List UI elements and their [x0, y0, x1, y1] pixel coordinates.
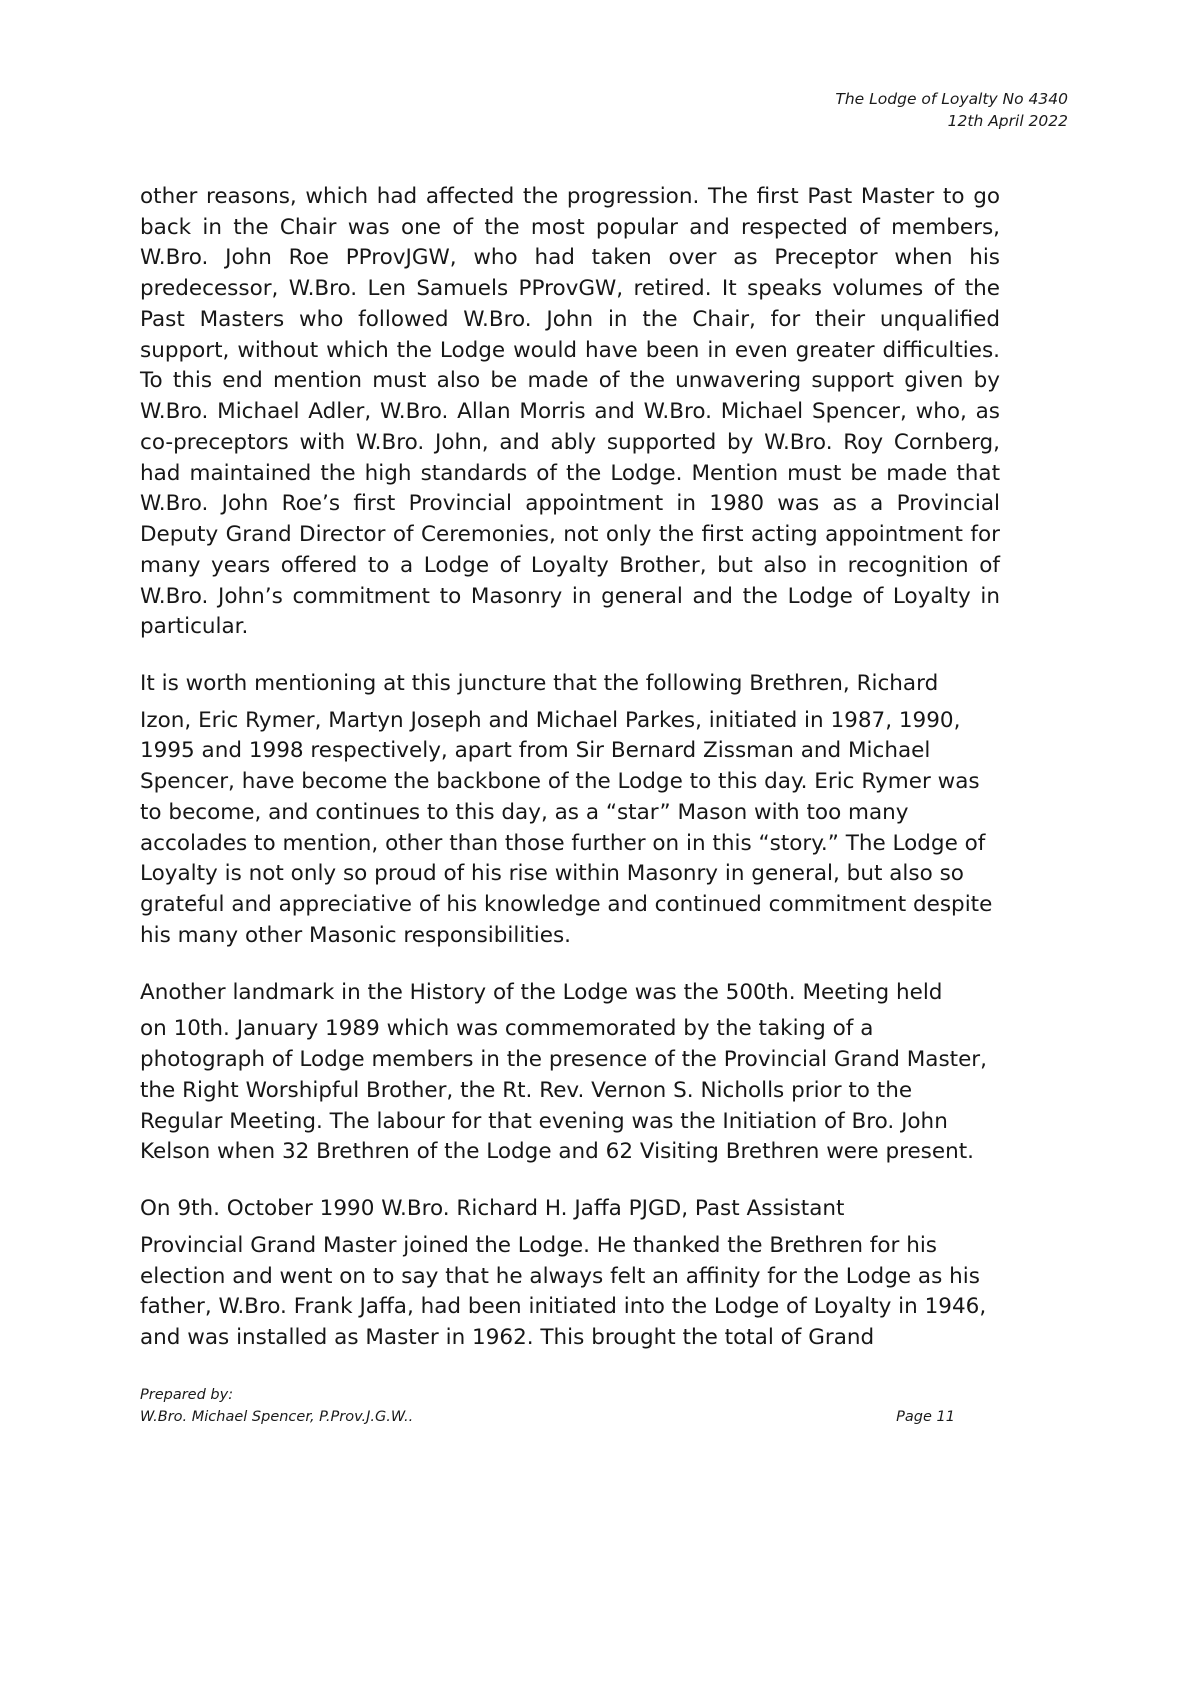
paragraph-1: other reasons, which had affected the progression. The first Past Master to go back in the Chair was one of the most popular and respected of members, W.Bro. John Roe PProvJGW, who had taken over as Preceptor when his predecessor, W.Bro. Len Samuels PProvGW, retired. It speaks volumes of the Past Masters who followed W.Bro. John in the Chair, for their unqualified support, without which the Lodge would have been in even greater difficulties. To this end mention must also be made of the unwavering support given by W.Bro. Michael Adler, W.Bro. Allan Morris and W.Bro. Michael Spencer, who, as co-preceptors with W.Bro. John, and ably supported by W.Bro. Roy Cornberg, had maintained the high standards of the Lodge. Mention must be made that W.Bro. John Roe’s first Provincial appointment in 1980 was as a Provincial Deputy Grand Director of Ceremonies, not only the first acting appointment for many years offered to a Lodge of Loyalty Brother, but also in recognition of W.Bro. John’s commitment to Masonry in general and the Lodge of Loyalty in particular.	[140, 184, 1000, 640]
paragraph-4-lead: On 9th. October 1990 W.Bro. Richard H. Jaffa PJGD, Past Assistant	[140, 1196, 845, 1222]
header-date: 12th April 2022	[947, 112, 1068, 131]
paragraph-3-lead: Another landmark in the History of the Lodge was the 500th. Meeting held	[140, 979, 943, 1005]
paragraph-2-rest: Izon, Eric Rymer, Martyn Joseph and Michael Parkes, initiated in 1987, 1990, 1995 and 1998 respectively, apart from Sir Bernard Zissman and Michael Spencer, have become the backbone of the Lodge to this day. Eric Rymer was to become, and continues to this day, as a “star” Mason with too many accolades to mention, other than those further on in this “story.” The Lodge of Loyalty is not only so proud of his rise within Masonry in general, but also so grateful and appreciative of his knowledge and continued commitment despite his many other Masonic responsibilities.	[140, 707, 993, 948]
footer-prepared-by	[140, 1385, 413, 1429]
paragraph-4-rest: Provincial Grand Master joined the Lodge. He thanked the Brethren for his election and went on to say that he always felt an affinity for the Lodge as his father, W.Bro. Frank Jaffa, had been initiated into the Lodge of Loyalty in 1946, and was installed as Master in 1962. This brought the total of Grand	[140, 1232, 987, 1350]
paragraph-2-lead: It is worth mentioning at this juncture that the following Brethren, Richard	[140, 671, 939, 697]
header-lodge-name: The Lodge of Loyalty No 4340	[835, 90, 1068, 108]
document-body	[140, 182, 1000, 1380]
page-header	[835, 88, 1068, 133]
paragraph-3-rest: on 10th. January 1989 which was commemorated by the taking of a photograph of Lodge members in the presence of the Provincial Grand Master, the Right Worshipful Brother, the Rt. Rev. Vernon S. Nicholls prior to the Regular Meeting. The labour for that evening was the Initiation of Bro. John Kelson when 32 Brethren of the Lodge and 62 Visiting Brethren were present.	[140, 1016, 987, 1165]
footer-page-number: Page 11	[896, 1409, 955, 1425]
footer-prepared-label: Prepared by:	[140, 1387, 234, 1403]
footer-prepared-name: W.Bro. Michael Spencer, P.Prov.J.G.W..	[140, 1408, 414, 1425]
